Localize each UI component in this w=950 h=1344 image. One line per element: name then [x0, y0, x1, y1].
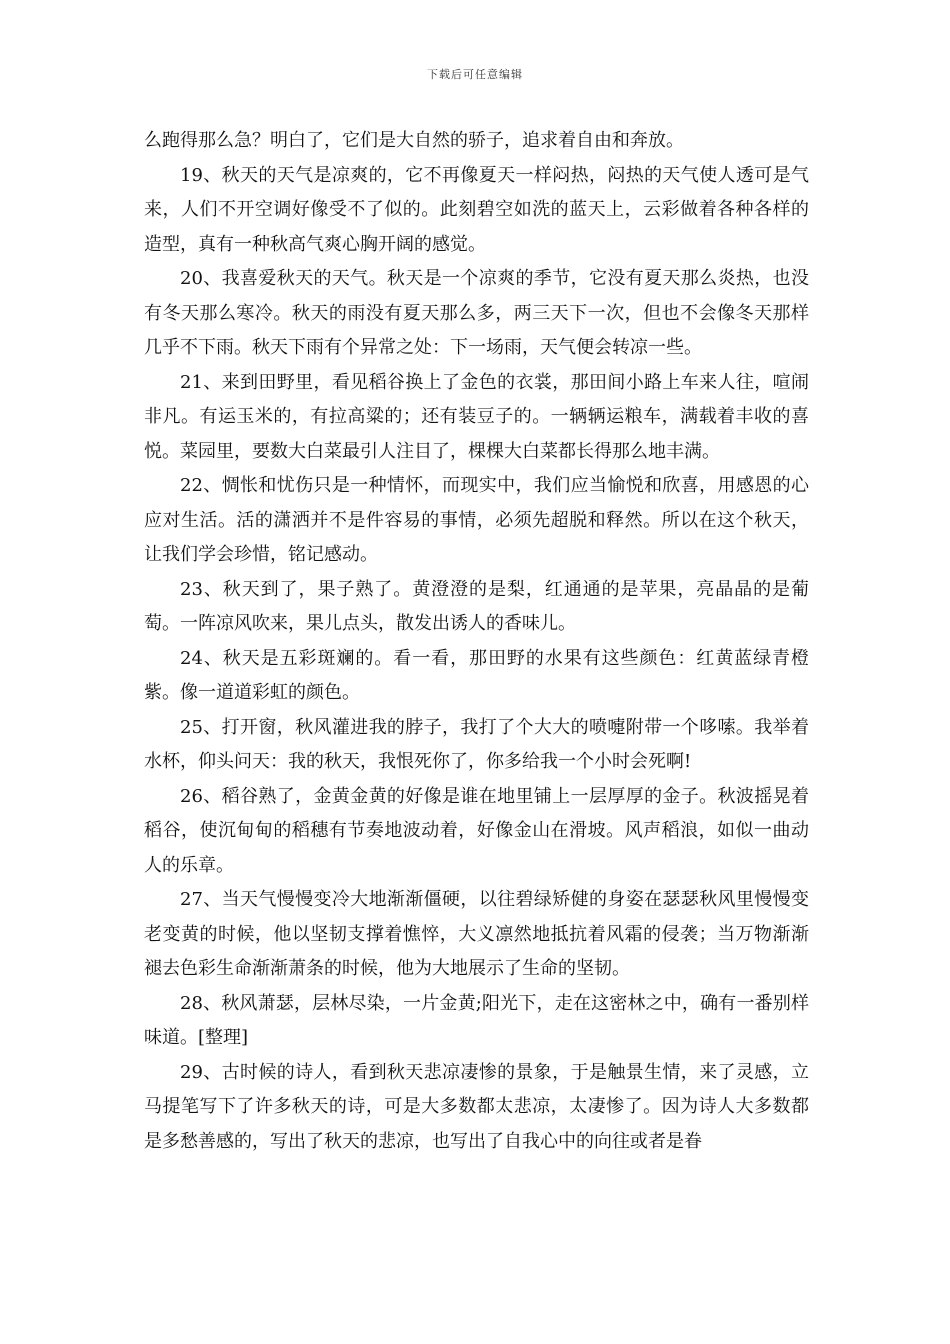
document-body	[144, 124, 809, 1159]
paragraph-20: 20、我喜爱秋天的天气。秋天是一个凉爽的季节，它没有夏天那么炎热，也没有冬天那么寒冷。秋天的雨没有夏天那么多，两三天下一次，但也不会像冬天那样几乎不下雨。秋天下雨有个异常之处：下一场雨，天气便会转凉一些。	[144, 268, 809, 358]
paragraph-22: 22、惆怅和忧伤只是一种情怀，而现实中，我们应当愉悦和欣喜，用感恩的心应对生活。活的潇洒并不是件容易的事情，必须先超脱和释然。所以在这个秋天，让我们学会珍惜，铭记感动。	[144, 475, 809, 565]
paragraph-28: 28、秋风萧瑟，层林尽染，一片金黄;阳光下，走在这密林之中，确有一番别样味道。[整理]	[144, 992, 809, 1048]
paragraph-27: 27、当天气慢慢变冷大地渐渐僵硬，以往碧绿矫健的身姿在瑟瑟秋风里慢慢变老变黄的时候，他以坚韧支撑着憔悴，大义凛然地抵抗着风霜的侵袭；当万物渐渐褪去色彩生命渐渐萧条的时候，他为大地展示了生命的坚韧。	[144, 889, 809, 979]
paragraph-25: 25、打开窗，秋风灌进我的脖子，我打了个大大的喷嚏附带一个哆嗦。我举着水杯，仰头问天：我的秋天，我恨死你了，你多给我一个小时会死啊!	[144, 716, 809, 772]
page-header: 下载后可任意编辑	[427, 68, 523, 81]
paragraph-21: 21、来到田野里，看见稻谷换上了金色的衣裳，那田间小路上车来人往，喧闹非凡。有运玉米的，有拉高粱的；还有装豆子的。一辆辆运粮车，满载着丰收的喜悦。菜园里，要数大白菜最引人注目了，棵棵大白菜都长得那么地丰满。	[144, 371, 809, 462]
paragraph-19: 19、秋天的天气是凉爽的，它不再像夏天一样闷热，闷热的天气使人透可是气来，人们不开空调好像受不了似的。此刻碧空如洗的蓝天上，云彩做着各种各样的造型，真有一种秋高气爽心胸开阔的感觉。	[144, 164, 809, 255]
paragraph-29: 29、古时候的诗人，看到秋天悲凉凄惨的景象，于是触景生情，来了灵感，立马提笔写下了许多秋天的诗，可是大多数都太悲凉，太凄惨了。因为诗人大多数都是多愁善感的，写出了秋天的悲凉，也写出了自我心中的向往或者是眷	[144, 1061, 809, 1152]
paragraph-23: 23、秋天到了，果子熟了。黄澄澄的是梨，红通通的是苹果，亮晶晶的是葡萄。一阵凉风吹来，果儿点头，散发出诱人的香味儿。	[144, 578, 809, 634]
paragraph-continuation: 么跑得那么急？明白了，它们是大自然的骄子，追求着自由和奔放。	[144, 130, 684, 151]
paragraph-24: 24、秋天是五彩斑斓的。看一看，那田野的水果有这些颜色：红黄蓝绿青橙紫。像一道道彩虹的颜色。	[144, 647, 809, 703]
paragraph-26: 26、稻谷熟了，金黄金黄的好像是谁在地里铺上一层厚厚的金子。秋波摇晃着稻谷，使沉甸甸的稻穗有节奏地波动着，好像金山在滑坡。风声稻浪，如似一曲动人的乐章。	[144, 785, 809, 876]
